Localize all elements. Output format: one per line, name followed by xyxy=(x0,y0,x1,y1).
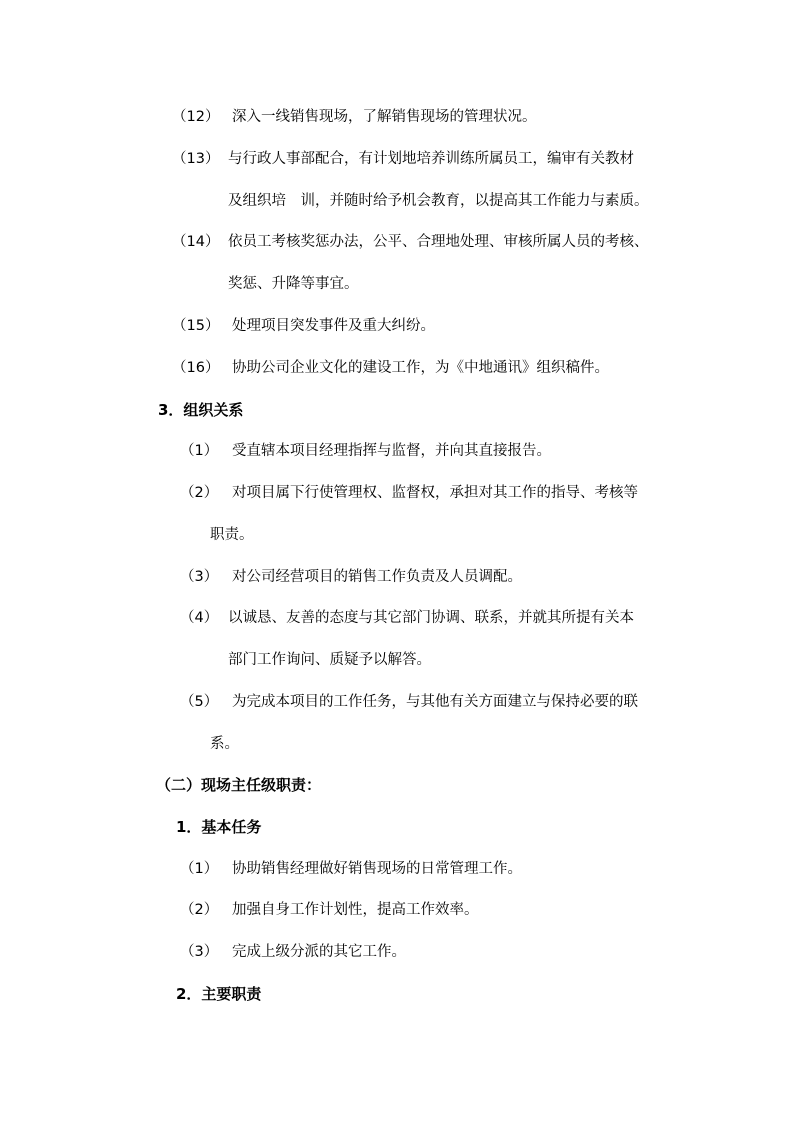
list-item xyxy=(180,608,634,628)
item-number: （3） xyxy=(180,569,219,585)
list-item xyxy=(172,358,609,378)
item-text: 加强自身工作计划性，提高工作效率。 xyxy=(232,902,479,918)
list-item xyxy=(180,692,638,712)
item-text: 对公司经营项目的销售工作负责及人员调配。 xyxy=(232,569,522,585)
item-text: 协助销售经理做好销售现场的日常管理工作。 xyxy=(232,861,522,877)
item-number: （14） xyxy=(172,234,220,250)
item-text: 深入一线销售现场，了解销售现场的管理状况。 xyxy=(232,109,537,125)
item-text: 对项目属下行使管理权、监督权，承担对其工作的指导、考核等 xyxy=(232,485,638,501)
list-item xyxy=(172,149,634,169)
list-item xyxy=(180,441,551,461)
list-item xyxy=(180,900,479,920)
item-number: （4） xyxy=(180,610,219,626)
section-heading: 3．组织关系 xyxy=(158,401,244,419)
item-number: （1） xyxy=(180,861,219,877)
item-number: （16） xyxy=(172,360,220,376)
item-number: （3） xyxy=(180,944,219,960)
item-number: （1） xyxy=(180,443,219,459)
item-continuation: 及组织培 训，并随时给予机会教育，以提高其工作能力与素质。 xyxy=(228,193,649,209)
item-text: 为完成本项目的工作任务，与其他有关方面建立与保持必要的联 xyxy=(232,694,638,710)
list-item xyxy=(172,232,649,252)
item-text: 与行政人事部配合，有计划地培养训练所属员工，编审有关教材 xyxy=(228,151,634,167)
item-number: （13） xyxy=(172,151,220,167)
list-item xyxy=(180,483,638,503)
item-number: （2） xyxy=(180,485,219,501)
item-text: 受直辖本项目经理指挥与监督，并向其直接报告。 xyxy=(232,443,551,459)
item-number: （2） xyxy=(180,902,219,918)
item-continuation: 系。 xyxy=(210,736,239,752)
subsection-heading: 2．主要职责 xyxy=(176,985,262,1003)
section-heading: （二）现场主任级职责： xyxy=(156,776,322,794)
item-number: （12） xyxy=(172,109,220,125)
list-item xyxy=(180,942,406,962)
item-continuation: 奖惩、升降等事宜。 xyxy=(228,276,359,292)
item-number: （5） xyxy=(180,694,219,710)
list-item xyxy=(180,567,522,587)
item-text: 处理项目突发事件及重大纠纷。 xyxy=(232,318,435,334)
list-item xyxy=(172,316,435,336)
item-number: （15） xyxy=(172,318,220,334)
item-text: 依员工考核奖惩办法，公平、合理地处理、审核所属人员的考核、 xyxy=(228,234,649,250)
item-text: 协助公司企业文化的建设工作，为《中地通讯》组织稿件。 xyxy=(232,360,609,376)
list-item xyxy=(172,107,537,127)
item-text: 完成上级分派的其它工作。 xyxy=(232,944,406,960)
item-text: 以诚恳、友善的态度与其它部门协调、联系，并就其所提有关本 xyxy=(228,610,634,626)
item-continuation: 部门工作询问、质疑予以解答。 xyxy=(228,652,431,668)
subsection-heading: 1．基本任务 xyxy=(176,818,262,836)
item-continuation: 职责。 xyxy=(210,527,254,543)
list-item xyxy=(180,859,522,879)
